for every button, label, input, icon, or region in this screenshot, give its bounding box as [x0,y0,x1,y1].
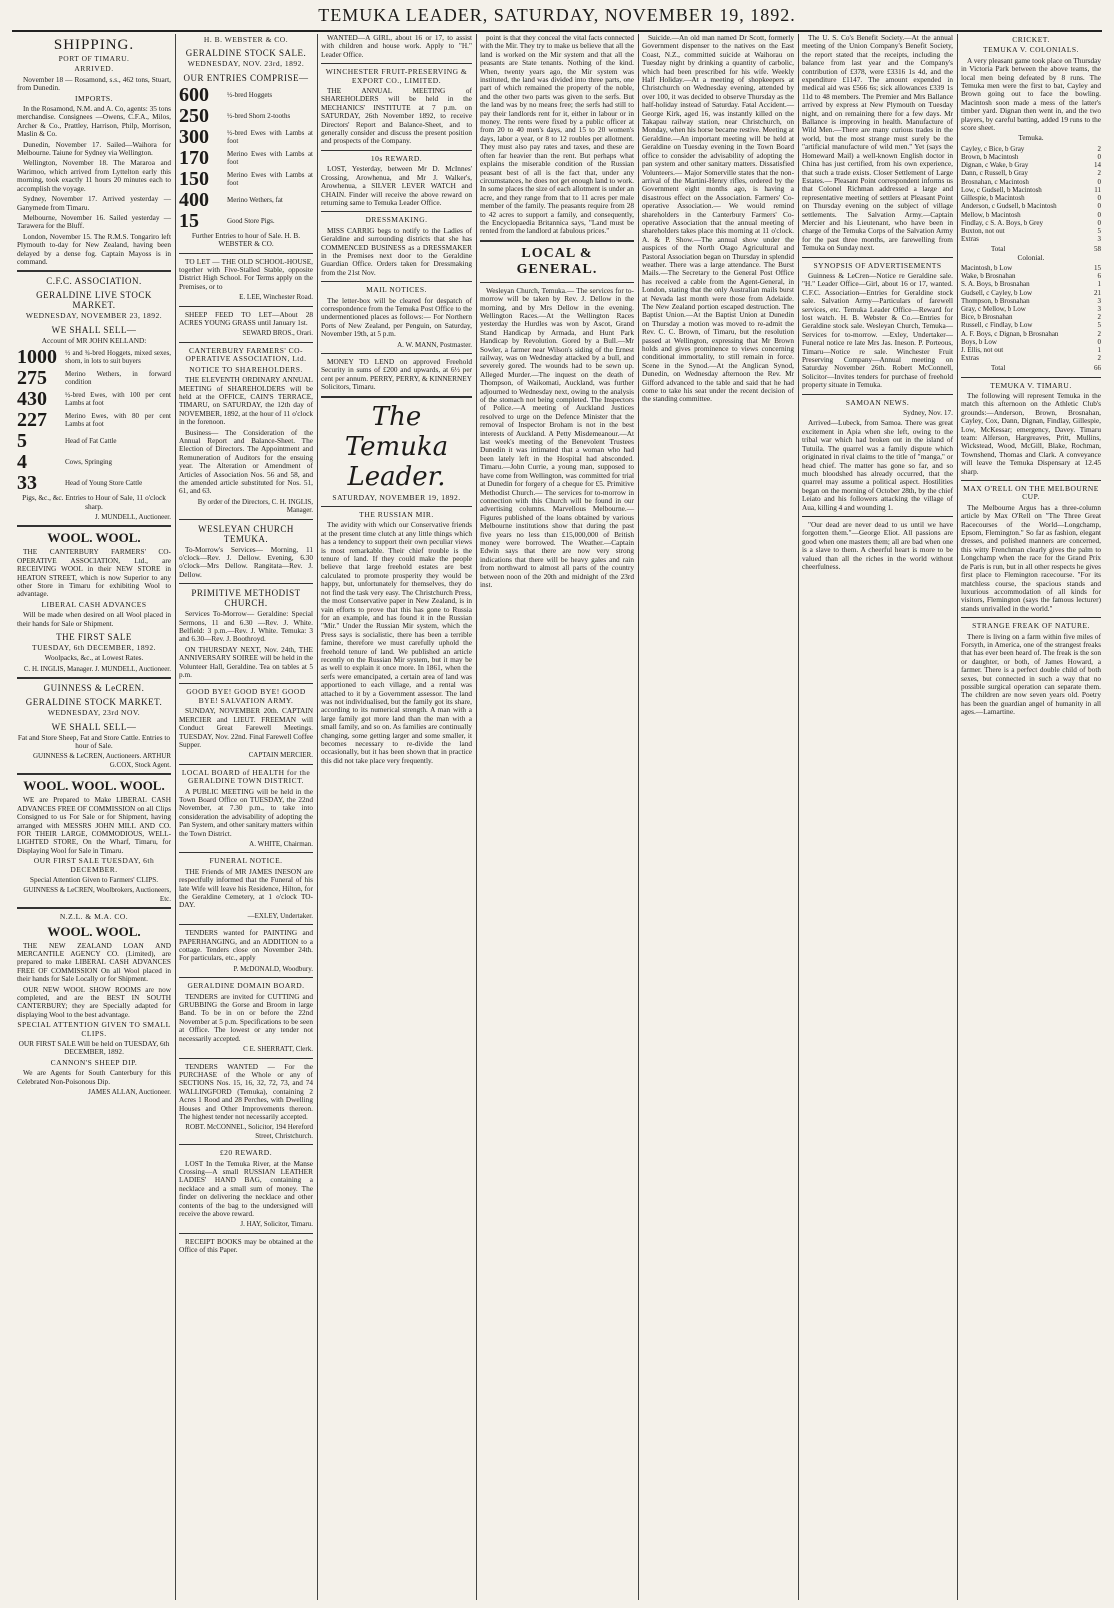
guinness-text: Fat and Store Sheep, Fat and Store Cattle. Entries to hour of Sale. [17,732,171,751]
imports-label: IMPORTS. [75,93,113,103]
lot-number: 430 [17,388,47,411]
divider [179,519,313,520]
guinness-signature: GUINNESS & LeCREN, Auctioneers. ARTHUR G.COX, Stock Agent. [32,752,171,769]
batsman-name: Russell, c Findlay, b Low [961,321,1033,330]
batsman-name: Mellow, b Macintosh [961,210,1021,219]
arrived-text: November 18 — Rosamond, s.s., 462 tons, Stuart, from Dunedin. [17,74,171,93]
auctioneer-signature: J. MUNDELL, Auctioneer. [94,512,171,521]
nzl-first-sale: OUR FIRST SALE Will be held on TUESDAY, 6th DECEMBER, 1892. [18,1039,170,1057]
primitive-heading: PRIMITIVE METHODIST CHURCH. [191,588,301,609]
score-row [961,272,1101,280]
timaru-match-text: The following will represent Temuka in the match this afternoon on the Athletic Club's grounds:—Anderson, Brown, Brosnahan, Cayley, Cox, Dann, Dignan, Findlay, Gillespie, Low, McKessar; emergency, Davey. Timaru team: Alferson, Hargreaves, Pritt, Mullins, Wickstead, Wood, McGill, Blake, Rochman, Townshend, Thomas and Clark. A conveyance will leave the Temuka Dispensary at 12.45 sharp. [961,390,1101,476]
lot-number: 400 [179,188,209,211]
mercier-signature: CAPTAIN MERCIER. [248,751,313,760]
batsman-name: Gray, c Mellow, b Low [961,304,1026,313]
batsman-runs: 2 [1097,313,1101,322]
lot-desc: ½ and ¾-bred Hoggets, mixed sexes, shorn, in lots to suit buyers [65,349,171,366]
sydney-text: Sydney, November 17. Arrived yesterday — Ganymede from Timaru. [17,194,171,212]
score-row [961,280,1101,288]
mail-signature: A. W. MANN, Postmaster. [397,340,472,349]
lot-row [17,410,171,430]
our-first-sale: OUR FIRST SALE TUESDAY, 6th DECEMBER. [33,856,155,874]
imports-text: In the Rosamond, N.M. and A. Co, agents: 35 tons merchandise. Consignees —Owens, C.F.A., Milos, Archer & Co., Prattley, Harrison, Philp, Morrison, Maslin & Co. [17,104,171,139]
column-5 [639,34,797,1600]
to-let-signature: E. LEE, Winchester Road. [239,293,313,302]
batsman-name: Bice, b Brosnahan [961,313,1013,322]
mail-heading: MAIL NOTICES. [366,285,427,295]
score-row [961,330,1101,338]
lot-desc: Head of Young Store Cattle [65,479,143,488]
divider [321,353,472,354]
cricket-heading: CRICKET. [1012,35,1050,44]
stock-sale-heading: GERALDINE STOCK SALE. [185,48,307,59]
lot-number: 170 [179,146,209,169]
divider [321,150,472,151]
samoan-text: Arrived—Lubeck, from Samoa. There was great excitement in Apia when she left, owing to the tribal war which had broken out in the island of Tutuila. The quarrel was a family dispute which originated in rival claims to the title of "manga," or head chief. The matter has gone so far, and so much bloodshed has already occurred, that the quarrel may assume a political aspect. Hostilities began on the morning of October 28th, by the chief Leiato and his followers attacking the village of Aua, killing 4 and wounding 1. [802,418,953,512]
allan-signature: JAMES ALLAN, Auctioneer. [88,1088,171,1097]
divider [961,617,1101,618]
lot-desc: ½-bred Shorn 2-tooths [227,111,291,120]
lot-row [179,148,313,168]
lot-desc: Merino Wethers, in forward condition [65,370,171,387]
column-2 [176,34,316,1600]
batsman-name: Extras [961,354,979,363]
webster-lot-list [179,85,313,231]
divider [179,253,313,254]
liberal-text: Will be made when desired on all Wool placed in their hands for Sale or Shipment. [17,610,171,628]
divider [179,306,313,307]
divider [179,764,313,765]
batsman-runs: 3 [1097,296,1101,305]
batsman-runs: 5 [1097,321,1101,330]
lot-row [179,85,313,105]
batsman-name: Gillespie, b Macintosh [961,194,1025,203]
liberal-heading: LIBERAL CASH ADVANCES [41,599,147,609]
column-7 [958,34,1104,1600]
batsman-runs: 21 [1094,288,1101,297]
farmers-wool-text: THE CANTERBURY FARMERS' CO-OPERATIVE ASSOCIATION, Ltd., are RECEIVING WOOL in their NEW STORE in HEATON STREET, which is now Superior to any other Store in Timaru for exhibiting Wool to advantage. [17,547,171,599]
wellington-text: Wellington, November 18. The Mararoa and Warimoo, which arrived from Lyttelton early this morning, took exactly 11 hours 20 minutes each to accomplish the voyage. [17,158,171,193]
divider [802,257,953,258]
batsman-runs: 0 [1097,218,1101,227]
batsman-name: Extras [961,235,979,244]
funeral-signature: —EXLEY, Undertaker. [247,911,313,920]
lot-desc: Head of Fat Cattle [65,437,117,446]
arrived-label: ARRIVED. [74,64,114,74]
divider [321,281,472,282]
colonial-scorecard [961,264,1101,373]
paper-date: SATURDAY, NOVEMBER 19, 1892. [332,492,461,502]
lot-number: 150 [179,167,209,190]
batsman-runs: 0 [1097,210,1101,219]
divider [179,1233,313,1234]
winchester-heading: WINCHESTER FRUIT-PRESERVING & EXPORT CO., LIMITED. [325,67,468,85]
score-row [961,354,1101,362]
lot-number: 227 [17,409,47,432]
lot-desc: Merino Ewes with Lambs at foot [227,170,313,187]
webster-heading: H. B. WEBSTER & CO. [203,35,289,44]
synopsis-heading: SYNOPSIS OF ADVERTISEMENTS [813,260,942,270]
lots-footer: Pigs, &c., &c. Entries to Hour of Sale, 11 o'clock sharp. [22,493,166,511]
winchester-text: THE ANNUAL MEETING of SHAREHOLDERS will be held in the MECHANICS' INSTITUTE at 7 p.m. on SATURDAY, 26th November 1892, to receive Directors' Report and Balance-Sheet, and to generally consider and discuss the present position and prospects of the Company. [321,86,472,146]
dunedin-text: Dunedin, November 17. Sailed—Waihora for Melbourne. Taiune for Sydney via Wellington. [17,139,171,158]
notice-shareholders: NOTICE TO SHAREHOLDERS. [189,364,303,374]
batsman-runs: 2 [1097,329,1101,338]
melbourne-text: Melbourne, November 16. Sailed yesterday — Tarawera for the Bluff. [17,212,171,231]
batsman-runs: 14 [1094,161,1101,170]
account-line: Account of MR JOHN KELLAND: [41,335,147,345]
batsman-runs: 0 [1097,153,1101,162]
lot-desc: Merino Wethers, fat [227,195,283,204]
batsman-runs: 11 [1094,185,1101,194]
score-row [961,305,1101,313]
lot-number: 4 [17,451,27,474]
purchase-text: TENDERS WANTED — For the PURCHASE of the Whole or any of SECTIONS Nos. 15, 16, 32, 72, 73, and 74 WALLINGFORD (Temuka), containing 2 Acres 1 Rood and 28 Perches, with Dwelling Houses and Other Improvements thereon. The highest tender not necessarily accepted. [179,1061,313,1121]
receipt-text: RECEIPT BOOKS may be obtained at the Office of this Paper. [179,1236,313,1255]
batsman-name: Brosnahan, c Macintosh [961,177,1029,186]
reward-heading: £20 REWARD. [219,1148,273,1158]
health-text: A PUBLIC MEETING will be held in the Town Board Office on TUESDAY, the 22nd November, at 7.30 p.m., to take into consideration the advisability of adopting the Pan System, and other sanitary matters within the Town District. [179,786,313,838]
health-signature: A. WHITE, Chairman. [249,839,313,848]
further-entries: Further Entries to hour of Sale. H. B. WEBSTER & CO. [191,230,301,249]
lot-row [17,368,171,388]
score-row [961,219,1101,227]
lot-desc: ½-bred Ewes with Lambs at foot [227,128,313,145]
shipping-heading: SHIPPING. [53,37,135,53]
special-attention: Special Attention Given to Farmers' CLIPS. [29,874,159,884]
batsman-name: A. F. Boys, c Dignan, b Brosnahan [961,329,1059,338]
special-small-clips: SPECIAL ATTENTION GIVEN TO SMALL CLIPS. [17,1020,171,1038]
batsman-name: Findlay, c S. A. Boys, b Grey [961,218,1043,227]
batsman-name: J. Ellis, not out [961,345,1004,354]
temuka-scorecard [961,145,1101,254]
funeral-heading: FUNERAL NOTICE. [209,856,283,866]
cricket-text: A very pleasant game took place on Thursday in Victoria Park between the above teams, the local men being defeated by 8 runs. The Temuka men were the first to bat, Cayley and Brown going out to face the bowling. Macintosh soon made a mess of the latter's timber yard. Dignan then went in, and the two players, by careful batting, added 19 runs to the score sheet. [961,55,1101,133]
score-row [961,313,1101,321]
wool-heading: WOOL. WOOL. [47,530,141,546]
reward-text: LOST In the Temuka River, at the Manse Crossing—A small RUSSIAN LEATHER LADIES' HAND BAG, containing a necklace and a small sum of money. The finder on delivering the necklace and other contents of the bag to the undersigned will receive the above reward. [179,1158,313,1218]
market-date: WEDNESDAY, NOVEMBER 23, 1892. [25,311,163,321]
money-text: MONEY TO LEND on approved Freehold Security in sums of £200 and upwards, at 6½ per cent per annum. PERRY, PERRY, & KINNERNEY Solicitors, Timaru. [321,357,472,392]
batsman-runs: 15 [1094,263,1101,272]
nzl-text-2: OUR NEW WOOL SHOW ROOMS are now completed, and are the BEST IN SOUTH CANTERBURY; they are Specially adapted for displaying Wool to the best advantage. [17,984,171,1019]
purchase-signature: ROBT. McCONNEL, Solicitor, 194 Hereford Street, Christchurch. [185,1123,313,1140]
score-row [961,153,1101,161]
lot-row [179,169,313,189]
batsman-name: Wake, b Brosnahan [961,272,1016,281]
cfca-heading: CANTERBURY FARMERS' CO-OPERATIVE ASSOCIATION, Ltd. [185,345,307,364]
lot-desc: Cows, Springing [65,458,113,467]
column-4 [477,34,637,1600]
domain-text: TENDERS are invited for CUTTING and GRUBBING the Gorse and Broom in large Band. To be in on or before the 22nd November at 5 p.m. Specifications to be seen at Office. The lowest or any tender not necessarily accepted. [179,991,313,1043]
score-row [961,186,1101,194]
score-row [961,178,1101,186]
divider [179,683,313,684]
sheep-dip-heading: CANNON'S SHEEP DIP. [50,1057,138,1067]
score-row [961,338,1101,346]
strange-freak-text: There is living on a farm within five miles of Forsyth, in America, one of the strangest freaks that has ever been heard of. The freak is the son or daughter, or both, of James Howard, a farmer. There is a perfect double child of both sexes, but connected in such a way that no possible surgical operation can separate them. The children are now seven years old. Poetry has been the guardian angel of humanity in all ages.—Lamartine. [961,631,1101,717]
batsman-runs: 1 [1097,345,1101,354]
column-6 [799,34,956,1600]
divider [480,240,634,242]
lot-number: 300 [179,125,209,148]
first-sale-heading: THE FIRST SALE [56,632,132,643]
divider [321,396,472,398]
lot-desc: ½-bred Ewes, with 100 per cent Lambs at foot [65,391,171,408]
russian-mir-text: The avidity with which our Conservative friends at the present time clutch at any little things which has a tendency to support their own peculiar views is most remarkable. Their chief trouble is the tenure of land. If they could make the people believe that large freehold estates are best calculated to promote prosperity they would be happy, but, unfortunately for themselves, they do not find the task very easy. The Christchurch Press, the most Conservative paper in New Zealand, is in vain efforts to prove that this has gone to Russia for an example, and has found it in the Russian "Mir." Under the Russian Mir system, which the Press says is socialistic, there has been a terrible famine, therefore we must carefully uphold the freehold tenure of land. We published an article recently on the Russian Mir system, but it may be as well to explain it once more. In 1861, when the serfs were emancipated, a certain area of land was apportioned to each village, and a rental was attached to it by a Government assessor. The land was not individualised, but the family got its share, according to its numerical strength. A man with a large family got more land than the man with a small family, and so on. As families are continually changing, some getting larger and some smaller, it becomes necessary to re-divide the land occasionally, but it has been shown that in practice this did not take place very frequently. [321,520,472,765]
guinness-heading: GUINNESS & LeCREN. [43,683,145,694]
score-row [961,161,1101,169]
batsman-name: Macintosh, b Low [961,263,1013,272]
lot-number: 5 [17,430,27,453]
divider [17,525,171,527]
sheep-feed-text: SHEEP FEED TO LET—About 28 ACRES YOUNG GRASS until January 1st. [179,309,313,328]
russian-mir-continued: point is that they conceal the vital facts connected with the Mir. They try to make us believe that all the land is worked on the Mir system and that all the peasants are State tenants. Nothing of the kind. When, twenty years ago, the Mir system was instituted, the land was divided into three parts, one part of which remained the property of the noble, and the other two parts was given to the serfs. But the land was by no means free; the serfs had still to pay their landlords rent for it, either in labour or in money. The rents were fixed by a public officer at from 20 to 40 men's days, and 15 to 20 women's days, labor a year, or 8 to 12 roubles per allotment. They must also pay rates and taxes, and these are often far heavier than the rent. But perhaps what explains the miserable condition of the Russian peasant best of all is the fact that, under any circumstances, he does not get enough land to work. In some places the size of each allotment is under an acre, and they range from that to 11 acres per male member of the family. The peasants require from 28 to 42 acres to support a family, and consequently, the Encyclopaedia Britannica says, "Land must be rented from the landlord at fabulous prices." [480,34,634,236]
lot-row [179,211,313,231]
divider [17,907,171,909]
mail-text: The letter-box will be cleared for despatch of correspondence from the Temuka Post Office to the undermentioned places as follows:— For Northern Ports of New Zealand, per Penguin, on Saturday, November 19th, at 5 p.m. [321,295,472,339]
total-label: Total [991,245,1006,254]
lot-row [17,347,171,367]
divider [321,63,472,64]
russian-mir-heading: THE RUSSIAN MIR. [359,510,434,520]
total-value: 66 [1094,364,1101,373]
divider [802,394,953,395]
port-heading: PORT OF TIMARU. [58,54,130,63]
reward-10-heading: 10s REWARD. [370,153,423,163]
we-shall-sell: WE SHALL SELL— [51,324,137,335]
divider [179,977,313,978]
column-3 [318,34,475,1600]
divider [17,270,171,272]
news-items-text: Suicide.—An old man named Dr Scott, formerly Government dispenser to the natives on the East Coast, N.Z., committed suicide at Waihorau on Tuesday night by drinking a quantity of carbolic, which had been prescribed for his wife. Weekly Half Holiday.—At a meeting of shopkeepers at Christchurch on Wednesday evening, attended by over 100, it was decided to observe Thursday as the half-holiday instead of Saturday. Fatal Accident.—George Kirk, aged 16, was instantly killed on the Takapau railway station, near Christchurch, on Monday, when his horse became restive. Meeting at Geraldine.—An important meeting will be held at Geraldine on Tuesday evening in the Town Board office to consider the advisability of adopting the pan system and other sanitary matters. Dissatisfied Volunteers.— Major Somerville states that the non-arrival of the Martini-Henry rifles, ordered by the Government eight months ago, is having a disastrous effect on the Association. Farmers' Co-operative Association.— We would remind shareholders in the Canterbury Farmers' Co-operative Association that the annual meeting of shareholders takes place this morning at 11 o'clock. A. & P. Show.—The annual show under the auspices of the North Otago Agricultural and Pastoral Association began on Thursday in splendid weather. There was a large attendance. The Burst Mails.—The Secretary to the General Post Office has received a cable from the Agent-General, in London, stating that the only Australian mails burst at Nevada last month were those from Adelaide. The New Zealand portion escaped destruction. The Baptist Union.—At the Baptist Union at Dunedin on Thursday a motion was moved to re-admit the Rev. C. C. Brown, of Timaru, but the resolution passed at Wellington, expressing that Mr Brown holds and gives prominence to views concerning conditional immortality, to still remain in force. Scene in the Synod.—At the Anglican Synod, Dunedin, on Wednesday afternoon the Rev. Mr Gifford advanced to the table and said that he had come to take his seat under the recent decision of the standing committee. [642,34,794,404]
divider [321,211,472,212]
lot-number: 600 [179,83,209,106]
score-total-row [961,243,1101,253]
max-orell-text: The Melbourne Argus has a three-column article by Max O'Rell on "The Three Great Racecourses of the World—Longchamp, Epsom, Flemington." So far as fashion, elegant dresses, and polished manners are concerned, this witty Frenchman clearly gives the palm to Longchamp when the race for the Grand Prix de Paris is run, but in all other respects he gives first place to Flemington racecourse. "For its matchless course, the spacious stands and luxurious accommodation of all kinds for visitors, Flemington (says the famous lecturer) stands unrivalled in the world." [961,502,1101,613]
score-row [961,169,1101,177]
score-row [961,227,1101,235]
tenders-text: TENDERS wanted for PAINTING and PAPERHANGING, and an ADDITION to a cottage. Tenders close on November 24th. For particulars, etc., apply [179,928,313,963]
batsman-name: Buxton, not out [961,226,1005,235]
nzl-heading: N.Z.L. & M.A. CO. [59,912,129,922]
guinness-market-heading: GERALDINE STOCK MARKET. [25,697,163,708]
cfc-heading: C.F.C. ASSOCIATION. [46,276,142,287]
score-row [961,264,1101,272]
wanted-text: WANTED—A GIRL, about 16 or 17, to assist with children and house work. Apply to "H." Leader Office. [321,34,472,59]
lot-desc: Merino Ewes with Lambs at foot [227,149,313,166]
lot-row [179,127,313,147]
batsman-runs: 2 [1097,169,1101,178]
divider [179,1058,313,1059]
batsman-name: S. A. Boys, b Brosnahan [961,280,1030,289]
cricket-match: TEMUKA V. COLONIALS. [983,45,1079,55]
entries-heading: OUR ENTRIES COMPRISE— [183,72,309,83]
score-row [961,289,1101,297]
lot-number: 1000 [17,346,57,369]
wesleyan-text: To-Morrow's Services— Morning, 11 o'clock—Rev. J. Dellow. Evening, 6.30 o'clock—Mrs Dellow. Rangitata—Rev. J. Dellow. [179,544,313,579]
wool-heading-3: WOOL. WOOL. [47,923,141,939]
inglis-signature: By order of the Directors, C. H. INGLIS, Manager. [197,497,313,515]
lot-row [179,106,313,126]
total-value: 58 [1094,245,1101,254]
batsman-runs: 0 [1097,337,1101,346]
lot-number: 33 [17,472,37,495]
batsman-name: Gudsell, c Cayley, b Low [961,288,1033,297]
lot-number: 275 [17,367,47,390]
domain-heading: GERALDINE DOMAIN BOARD. [187,981,305,991]
stock-sale-date: WEDNESDAY, NOV. 23rd, 1892. [187,59,305,69]
goodbye-text: SUNDAY, NOVEMBER 20th. CAPTAIN MERCIER and LIEUT. FREEMAN will Conduct Great Farewell Meetings. TUESDAY, Nov. 22nd. Final Farewell Coffee Supper. [179,706,313,749]
woolpacks-text: Woolpacks, &c., at Lowest Rates. [44,653,144,663]
wool-heading-2: WOOL. WOOL. WOOL. [23,778,165,794]
sheep-dip-text: We are Agents for South Canterbury for this Celebrated Non-Poisonous Dip. [17,1068,171,1086]
batsman-runs: 3 [1097,304,1101,313]
score-row [961,145,1101,153]
divider [961,377,1101,378]
wool-advance-text: WE are Prepared to Make LIBERAL CASH ADVANCES FREE OF COMMISSION on all Clips Consigned to us For Sale or for Shipment, having arranged with MESSRS JOHN MILL AND CO. FOR THEIR LARGE, COMMODIOUS, WELL-LIGHTED STORE, On the Wharf, Timaru, for Displaying Wool for Sale in Timaru. [17,795,171,855]
lot-number: 15 [179,209,199,232]
divider [480,282,634,283]
divider [17,773,171,775]
samoan-date: Sydney, Nov. 17. [903,408,953,418]
divider [179,1144,313,1145]
batsman-runs: 0 [1097,202,1101,211]
domain-signature: C E. SHERRATT, Clerk. [243,1045,313,1054]
divider [179,342,313,343]
samoan-heading: SAMOAN NEWS. [845,397,910,407]
divider [802,516,953,517]
lot-row [17,389,171,409]
batsman-runs: 3 [1097,235,1101,244]
nzl-text: THE NEW ZEALAND LOAN AND MERCANTILE AGENCY CO. (Limited), are prepared to make LIBERAL CASH ADVANCES FREE OF COMMISSION On all Wool placed in their hands for Sale Locally or for Shipment. [17,940,171,984]
score-row [961,211,1101,219]
divider [321,506,472,507]
max-orell-heading: MAX O'RELL ON THE MELBOURNE CUP. [963,484,1099,502]
colonial-label: Colonial. [1017,252,1045,262]
lot-desc: Merino Ewes, with 80 per cent Lambs at foot [65,412,171,429]
batsman-name: Anderson, c Gudsell, b Macintosh [961,202,1057,211]
primitive-text: Services To-Morrow— Geraldine: Special Sermons, 11 and 6.30 —Rev. J. White. Belfield: 3 p.m.—Rev. J. White. Temuka: 3 and 6.30—Rev. J. Boothroyd. [179,609,313,644]
reward-10-text: LOST, Yesterday, between Mr D. McInnes' Crossing, Arowhenua, and Mr J. Walker's, Arowhenua, a SILVER LEVER WATCH and CHAIN. Finder will receive the above reward on returning same to Temuka Leader Office. [321,164,472,207]
dressmaking-text: MISS CARRIG begs to notify to the Ladies of Geraldine and surrounding districts that she has COMMENCED BUSINESS as a DRESSMAKER in the Premises next door to the Geraldine Guardian Office. Orders taken for Dressmaking from the 21st Nov. [321,225,472,277]
business-text: Business— The Consideration of the Annual Report and Balance-Sheet. The Election of Directors. The Appointment and Remuneration of Auditors for the ensuing year. The Alteration or Amendment of Articles of Association Nos. 56 and 58, and the amended article substituted for Nos. 51, 61, and 63. [179,427,313,496]
lot-row [17,452,171,472]
batsman-name: Thompson, b Brosnahan [961,296,1030,305]
batsman-runs: 0 [1097,194,1101,203]
first-sale-date: TUESDAY, 6th DECEMBER, 1892. [31,643,156,653]
soiree-text: ON THURSDAY NEXT, Nov. 24th, THE ANNIVERSARY SOIREE will be held in the Volunteer Hall, Geraldine. Tea on tables at 5 p.m. [179,644,313,680]
batsman-name: Dignan, c Wake, b Gray [961,161,1029,170]
lot-desc: ½-bred Hoggets [227,90,273,99]
divider [961,480,1101,481]
score-row [961,194,1101,202]
guinness-woolbrokers: GUINNESS & LeCREN, Woolbrokers, Auctioneers, Etc. [23,886,171,903]
total-label: Total [991,364,1006,373]
batsman-runs: 2 [1097,144,1101,153]
batsman-name: Brown, b Macintosh [961,153,1019,162]
wesleyan-heading: WESLEYAN CHURCH TEMUKA. [198,523,294,544]
lot-row [179,190,313,210]
column-1 [14,34,174,1600]
score-row [961,235,1101,243]
masthead: TEMUKA LEADER, SATURDAY, NOVEMBER 19, 1892. [318,5,796,25]
strange-freak-heading: STRANGE FREAK OF NATURE. [972,621,1090,631]
batsman-runs: 6 [1097,272,1101,281]
inglis-signature: C. H. INGLIS, Manager. J. MUNDELL, Auctioneer. [23,664,171,673]
score-row [961,202,1101,210]
batsman-runs: 5 [1097,226,1101,235]
synopsis-text: Guinness & LeCren—Notice re Geraldine sale. "H." Leader Office—Girl, about 16 or 17, wanted. C.F.C. Association—Entries for Geraldine stock sale. Salvation Army—Particulars of farewell services, etc. Temuka Leader Office—Reward for lost watch. H. B. Webster & Co.—Entries for Geraldine stock sale. Wesleyan Church, Temuka—Services for to-morrow. —Exley, Undertaker—Funeral notice re late Mrs Jas. Ineson. P. Porteous, Timaru—Notice re sale. Winchester Fruit Preserving Company—Annual meeting on Saturday November 26th. Robert McConnell, Solicitor—Invites tenders for purchase of freehold property situate in Temuka. [802,270,953,390]
news-items-text: The U. S. Co's Benefit Society.—At the annual meeting of the Union Company's Benefit Society, the report stated that the receipts, including the balance from last year and the Company's contribution of £378, were £3316 1s 4d, and the expenditure £1147. The amount expended in medical aid was £566 6s; sick allowances £339 1s 11d to 48 members. The Premier and Mrs Ballance arrived by express at New Plymouth on Tuesday night, and on remaining there for a few days. Mr Ballance is improving in health. Manufacture of Wild Men.—There are many curious trades in the world, but the most strange must surely be the "artificial manufacture of wild men." Yet (says the Homeward Mail) a well-known English doctor in China has just certified, from his own experience, that such a trade exists. Closer Settlement of Large Estates.— Pleasant Point correspondent informs us that Colonel Richman addressed a large and representative meeting of settlers at Pleasant Point on Thursday evening on the subject of village settlements. The Salvation Army.—Captain Mercier and his Lieutenant, who have been in charge of the Temuka Corps of the Salvation Army for the past three months, are farewelling from Temuka on Sunday next. [802,34,953,253]
divider [179,924,313,925]
batsman-runs: 2 [1097,354,1101,363]
divider [17,677,171,679]
score-row [961,346,1101,354]
lot-number: 250 [179,104,209,127]
batsman-name: Low, c Gudsell, b Macintosh [961,185,1042,194]
tenders-signature: P. McDONALD, Woodbury. [233,964,313,973]
quotes-text: "Our dead are never dead to us until we have forgotten them."—George Eliot. All passions are good when one masters them; all are bad when one is a slave to them. A cheerful heart is more to be valued than all the riches in the world without cheerfulness. [802,519,953,571]
geraldine-market-heading: GERALDINE LIVE STOCK MARKET. [36,290,152,311]
divider [179,852,313,853]
health-heading: LOCAL BOARD of HEALTH for the GERALDINE TOWN DISTRICT. [181,767,311,786]
timaru-match-heading: TEMUKA V. TIMARU. [990,380,1072,390]
london-text: London, November 15. The R.M.S. Tongariro left Plymouth to-day for New Zealand, having been delayed by a dense fog. Captain Mayoss is in command. [17,231,171,266]
temuka-label: Temuka. [1018,133,1044,143]
paper-title: The Temuka Leader. [344,401,449,492]
divider [179,583,313,584]
goodbye-heading: GOOD BYE! GOOD BYE! GOOD BYE! SALVATION ARMY. [186,687,306,705]
masthead-rule [12,30,1102,32]
score-row [961,321,1101,329]
lot-row [17,473,171,493]
batsman-runs: 0 [1097,177,1101,186]
reward-signature: J. HAY, Solicitor, Timaru. [240,1220,313,1229]
dressmaking-heading: DRESSMAKING. [365,215,428,225]
batsman-runs: 1 [1097,280,1101,289]
batsman-name: Dann, c Russell, b Gray [961,169,1028,178]
lot-list [17,347,171,493]
guinness-sell: WE SHALL SELL— [51,721,137,732]
funeral-text: THE Friends of MR JAMES INESON are respectfully informed that the Funeral of his late Wife will leave his Residence, Hilton, for the Geraldine Cemetery, at 1 o'clock TO-DAY. [179,866,313,910]
lot-row [17,431,171,451]
local-general-text: Wesleyan Church, Temuka.— The services for to-morrow will be taken by Rev. J. Dellow in the morning, and by Mrs Dellow in the evening. Wellington Races.—At the Wellington Races yesterday the Hurdles was won by Ascot, Grand Stand Handicap by Armada, and Hunt Park Handicap by Revolution. Gored by a Bull.—Mr Sowler, a farmer near Wilson's siding of the Ernest railway, was on Wednesday attacked by a bull, and severely gored. The wounds had to be sewn up. Alleged Murder.—The inquest on the death of Thompson, of Waikomati, Auckland, was further adjourned to Wednesday next, owing to the analysis of the stomach not being completed. The Inspectors of Police.—A meeting of Auckland Justices resolved to urge on the Defence Minister that the removal of Inspector Broham is not in the best interests of Auckland. A Petty Misdemeanour.—At last week's meeting of the Benevolent Trustees Dunedin it was intimated that a woman who had been lately left in the Hospital had absconded. Timaru.—John Currie, a young man, supposed to have come from Wellington, was committed for trial at Dunedin for forgery of a cheque for £5. Primitive Methodist Church.— The services for to-morrow in connection with this Church will be found in our advertising columns. Marvellous Melbourne.— Figures published of the loans obtained by various Melbourne institutions show that during the past five years no less than £15,000,000 of British money were borrowed. The Weather.—Captain Edwin says that there are now very strong indications that there will be heavy gales and rain from northward to almost all parts of the country between noon of the 20th and midnight of the 23rd inst. [480,285,634,589]
batsman-name: Cayley, c Bice, b Gray [961,144,1025,153]
sheep-feed-signature: SEWARD BROS., Orari. [242,329,313,338]
local-general-heading: LOCAL & GENERAL. [516,245,598,277]
to-let-text: TO LET — THE OLD SCHOOL-HOUSE, together with Five-Stalled Stable, opposite District High School. For Terms apply on the Premises, or to [179,256,313,291]
score-row [961,297,1101,305]
batsman-name: Boys, b Low [961,337,997,346]
agm-text: THE ELEVENTH ORDINARY ANNUAL MEETING of SHAREHOLDERS will be held at the OFFICE, CAIN'S TERRACE, TIMARU, on SATURDAY, the 12th day of NOVEMBER, 1892, at the hour of 11 o'clock in the forenoon. [179,375,313,427]
guinness-date: WEDNESDAY, 23rd NOV. [47,708,141,718]
lot-desc: Good Store Pigs. [227,216,275,225]
score-total-row [961,362,1101,372]
